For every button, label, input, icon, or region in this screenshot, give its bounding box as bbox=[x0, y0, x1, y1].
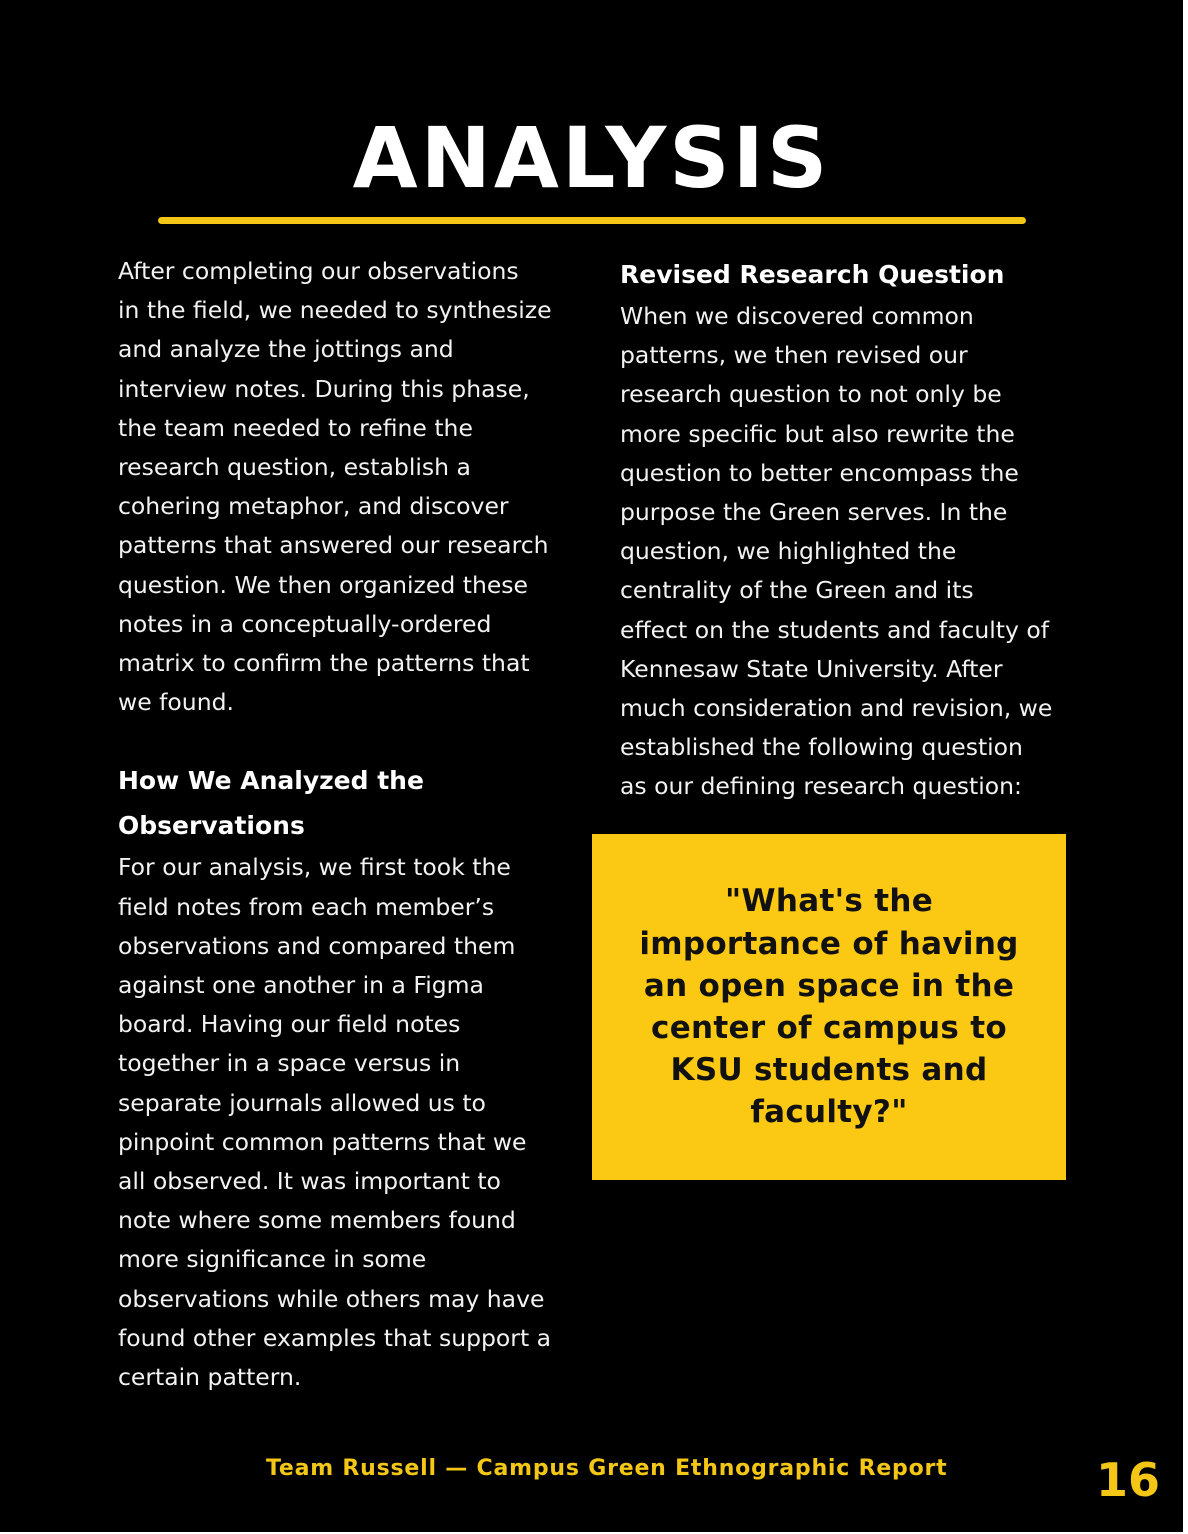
analysis-method-paragraph: For our analysis, we first took the field notes from each member’s observations and compared them against one another in a Figma board. Having our field notes together in a space versus in separate journals allowed us to pinpoint common patterns that we all observed. It was important to note where some members found more significance in some observations while others may have found other examples that support a certain pattern. bbox=[118, 853, 552, 1392]
right-column bbox=[620, 252, 1070, 807]
report-footer: Team Russell — Campus Green Ethnographic Report bbox=[266, 1456, 948, 1481]
revised-question-heading: Revised Research Question bbox=[620, 260, 1005, 289]
page-number: 16 bbox=[1096, 1453, 1161, 1507]
research-question-quote: "What's the importance of having an open space in the center of campus to KSU students and faculty?" bbox=[639, 883, 1019, 1131]
left-column bbox=[118, 252, 578, 1397]
research-question-callout bbox=[592, 834, 1066, 1180]
intro-paragraph: After completing our observations in the field, we needed to synthesize and analyze the jottings and interview notes. During this phase, the team needed to refine the research question, establish a cohering metaphor, and discover patterns that answered our research question. We then organized these notes in a conceptually-ordered matrix to confirm the patterns that we found. bbox=[118, 257, 552, 717]
title-underline-divider bbox=[158, 217, 1026, 224]
revised-question-paragraph: When we discovered common patterns, we then revised our research question to not only be more specific but also rewrite the question to better encompass the purpose the Green serves. In the question, we highlighted the centrality of the Green and its effect on the students and faculty of Kennesaw State University. After much consideration and revision, we established the following question as our defining research question: bbox=[620, 302, 1053, 801]
page-title: ANALYSIS bbox=[352, 109, 831, 207]
analysis-method-heading: How We Analyzed the Observations bbox=[118, 766, 424, 841]
